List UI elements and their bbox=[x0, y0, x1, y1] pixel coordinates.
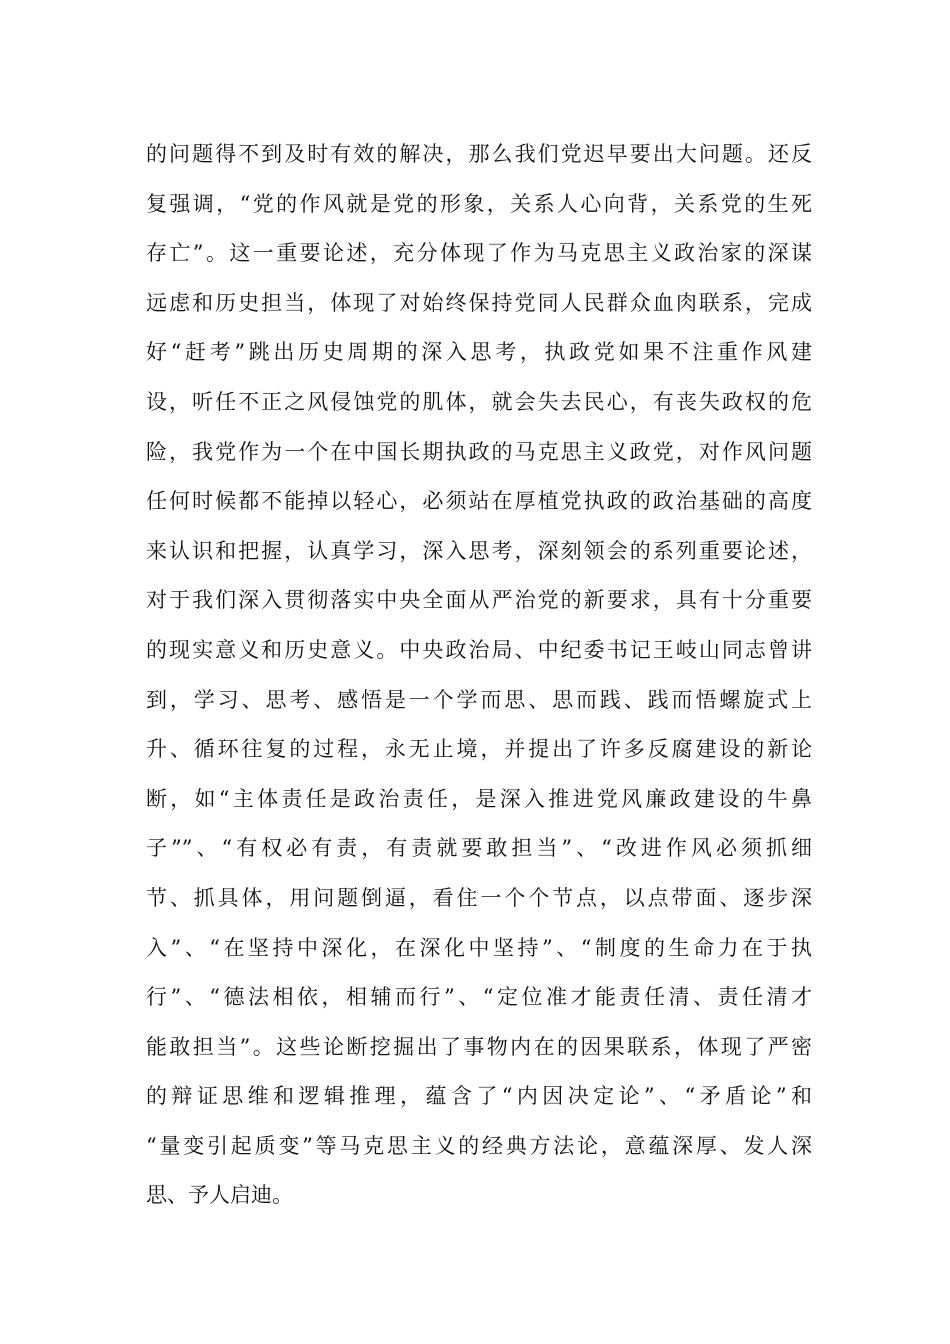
text-line: 的现实意义和历史意义。中央政治局、中纪委书记王岐山同志曾讲 bbox=[146, 637, 812, 662]
text-line: 断，如“主体责任是政治责任，是深入推进党风廉政建设的牛鼻 bbox=[146, 786, 812, 811]
text-line: 好“赶考”跳出历史周期的深入思考，执政党如果不注重作风建 bbox=[146, 340, 812, 365]
text-line: 来认识和把握，认真学习，深入思考，深刻领会的系列重要论述， bbox=[146, 538, 812, 563]
text-line: 对于我们深入贯彻落实中央全面从严治党的新要求，具有十分重要 bbox=[146, 588, 812, 613]
text-line: 子””、“有权必有责，有责就要敢担当”、“改进作风必须抓细 bbox=[146, 836, 812, 861]
text-line: 思、予人启迪。 bbox=[146, 1183, 293, 1208]
text-line: 能敢担当”。这些论断挖掘出了事物内在的因果联系，体现了严密 bbox=[146, 1034, 812, 1059]
body-paragraph bbox=[146, 130, 812, 1221]
text-line: 升、循环往复的过程，永无止境，并提出了许多反腐建设的新论 bbox=[146, 737, 812, 762]
text-line: 的问题得不到及时有效的解决，那么我们党迟早要出大问题。还反 bbox=[146, 142, 812, 166]
text-line: “量变引起质变”等马克思主义的经典方法论，意蕴深厚、发人深 bbox=[146, 1133, 812, 1158]
text-line: 设，听任不正之风侵蚀党的肌体，就会失去民心，有丧失政权的危 bbox=[146, 389, 812, 414]
text-line: 入”、“在坚持中深化，在深化中坚持”、“制度的生命力在于执 bbox=[146, 935, 812, 960]
text-line: 到，学习、思考、感悟是一个学而思、思而践、践而悟螺旋式上 bbox=[146, 687, 812, 712]
text-line: 远虑和历史担当，体现了对始终保持党同人民群众血肉联系，完成 bbox=[146, 290, 812, 315]
text-line: 任何时候都不能掉以轻心，必须站在厚植党执政的政治基础的高度 bbox=[146, 489, 812, 514]
text-line: 险，我党作为一个在中国长期执政的马克思主义政党，对作风问题 bbox=[146, 439, 812, 464]
text-line: 复强调，“党的作风就是党的形象，关系人心向背，关系党的生死 bbox=[146, 191, 812, 216]
text-line: 节、抓具体，用问题倒逼，看住一个个节点，以点带面、逐步深 bbox=[146, 885, 812, 910]
text-line: 行”、“德法相依，相辅而行”、“定位准才能责任清、责任清才 bbox=[146, 985, 812, 1010]
text-line: 存亡”。这一重要论述，充分体现了作为马克思主义政治家的深谋 bbox=[146, 241, 812, 266]
text-line: 的辩证思维和逻辑推理，蕴含了“内因决定论”、“矛盾论”和 bbox=[146, 1084, 812, 1109]
